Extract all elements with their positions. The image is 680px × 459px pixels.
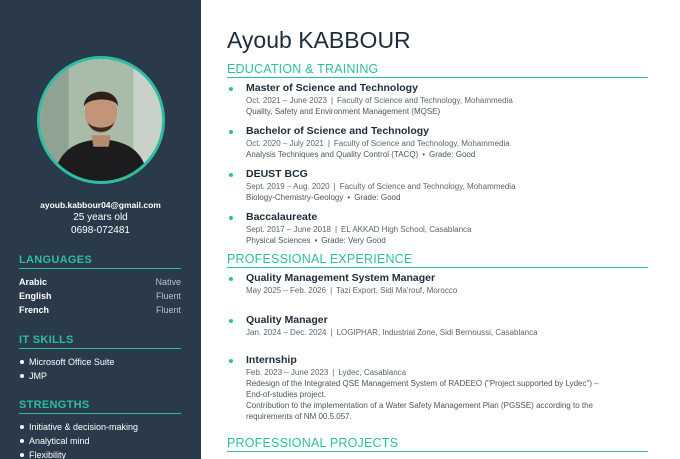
list-item	[19, 420, 181, 434]
strengths-title: STRENGTHS	[19, 399, 181, 414]
experience-title: PROFESSIONAL EXPERIENCE	[227, 252, 648, 268]
entry-description-line: Redesign of the Integrated QSE Management System of RADEEO ("Project supported by Lydec") –	[246, 379, 599, 388]
language-row	[19, 303, 181, 317]
detail-text: Quality, Safety and Environment Management (MQSE)	[246, 107, 441, 116]
entry-meta: Oct. 2020 – July 2021 | Faculty of Science and Technology, Mohammedia	[246, 139, 510, 148]
language-name: Arabic	[19, 277, 48, 287]
entry-description-line: Contribution to the implementation of a Water Safety Management Plan (PGSSE) according to the	[246, 401, 593, 410]
language-level: Fluent	[155, 291, 181, 301]
entry-title: Internship	[246, 354, 297, 366]
entry-place: LOGIPHAR, Industrial Zone, Sidi Bernoussi, Casablanca	[336, 328, 538, 337]
language-level: Fluent	[155, 305, 181, 315]
it-skills-section	[19, 334, 181, 383]
bullet-icon	[229, 130, 233, 134]
entry-meta: May 2025 – Feb. 2026 | Tazi Export, Sidi Ma'rouf, Morocco	[246, 286, 458, 295]
entry-dates: Feb. 2023 – June 2023	[246, 368, 329, 377]
list-item	[19, 434, 181, 448]
bullet-icon	[229, 359, 233, 363]
education-entry	[227, 168, 648, 203]
entry-detail: Physical Sciences • Grade: Very Good	[246, 236, 386, 245]
bullet-icon	[20, 360, 24, 364]
grade-text: Grade: Good	[429, 150, 476, 159]
person-name: Ayoub KABBOUR	[227, 27, 411, 53]
portrait-image	[40, 59, 162, 181]
entry-place: Faculty of Science and Technology, Mohammedia	[339, 182, 516, 191]
education-entry	[227, 211, 648, 246]
strength-text: Flexibility	[29, 450, 67, 459]
entry-detail	[246, 106, 648, 117]
bullet-icon	[20, 374, 24, 378]
bullet-icon	[229, 319, 233, 323]
main-content	[227, 0, 652, 459]
experience-entry	[227, 314, 648, 338]
entry-meta: Oct. 2021 – June 2023 | Faculty of Science and Technology, Mohammedia	[246, 96, 513, 105]
profile-photo	[37, 56, 165, 184]
bullet-icon	[229, 216, 233, 220]
entry-dates: Oct. 2021 – June 2023	[246, 96, 327, 105]
list-item	[19, 369, 181, 383]
entry-title: Master of Science and Technology	[246, 82, 418, 94]
bullet-icon	[20, 439, 24, 443]
education-title: EDUCATION & TRAINING	[227, 62, 648, 78]
strength-text: Initiative & decision-making	[29, 422, 139, 432]
entry-dates: Oct. 2020 – July 2021	[246, 139, 324, 148]
entry-meta: Jan. 2024 – Dec. 2024 | LOGIPHAR, Industrial Zone, Sidi Bernoussi, Casablanca	[246, 328, 538, 337]
strengths-list	[19, 420, 181, 459]
entry-dates: Sept. 2019 – Aug. 2020	[246, 182, 330, 191]
grade-text: Grade: Very Good	[321, 236, 386, 245]
entry-title: Baccalaureate	[246, 211, 318, 223]
contact-block	[0, 199, 201, 237]
entry-title: Quality Management System Manager	[246, 272, 436, 284]
entry-meta: Sept. 2019 – Aug. 2020 | Faculty of Science and Technology, Mohammedia	[246, 182, 516, 191]
bullet-icon	[229, 277, 233, 281]
entry-place: Faculty of Science and Technology, Mohammedia	[337, 96, 513, 105]
languages-title: LANGUAGES	[19, 254, 181, 269]
entry-dates: Sept. 2017 – June 2018	[246, 225, 331, 234]
entry-title: Bachelor of Science and Technology	[246, 125, 430, 137]
entry-dates: May 2025 – Feb. 2026	[246, 286, 327, 295]
education-entry	[227, 125, 648, 160]
detail-text: Biology-Chemistry-Geology	[246, 193, 344, 202]
bullet-icon	[20, 453, 24, 457]
email-text[interactable]: ayoub.kabbour04@gmail.com	[40, 200, 161, 210]
bullet-icon	[20, 425, 24, 429]
detail-text: Analysis Techniques and Quality Control (TACQ)	[246, 150, 419, 159]
strength-text: Analytical mind	[29, 436, 90, 446]
language-row	[19, 289, 181, 303]
entry-description-line: End-of-studies project.	[246, 390, 327, 399]
entry-detail: Biology-Chemistry-Geology • Grade: Good	[246, 193, 401, 202]
language-name: French	[19, 305, 50, 315]
language-name: English	[19, 291, 52, 301]
grade-text: Grade: Good	[354, 193, 401, 202]
entry-dates: Jan. 2024 – Dec. 2024	[246, 328, 327, 337]
entry-meta: Sept. 2017 – June 2018 | EL AKKAD High School, Casablanca	[246, 225, 472, 234]
skill-text: JMP	[29, 371, 47, 381]
list-item	[19, 355, 181, 369]
entry-description-line: requirements of NM 00.5.057.	[246, 412, 352, 421]
sidebar	[0, 0, 201, 459]
experience-entry	[227, 354, 648, 422]
languages-section	[19, 254, 181, 317]
education-entry	[227, 82, 648, 117]
bullet-icon	[229, 173, 233, 177]
age-text: 25 years old	[73, 212, 128, 223]
projects-title: PROFESSIONAL PROJECTS	[227, 436, 648, 452]
bullet-icon	[229, 87, 233, 91]
skill-text: Microsoft Office Suite	[29, 357, 115, 367]
list-item	[19, 448, 181, 459]
experience-entry	[227, 272, 648, 296]
it-skills-list	[19, 355, 181, 383]
entry-place: Faculty of Science and Technology, Mohammedia	[333, 139, 510, 148]
detail-text: Physical Sciences	[246, 236, 311, 245]
entry-detail: Analysis Techniques and Quality Control (TACQ) • Grade: Good	[246, 150, 476, 159]
language-row	[19, 275, 181, 289]
entry-place: Tazi Export, Sidi Ma'rouf, Morocco	[336, 286, 458, 295]
entry-title: DEUST BCG	[246, 168, 308, 180]
phone-text: 0698-072481	[71, 225, 130, 236]
entry-place: EL AKKAD High School, Casablanca	[341, 225, 472, 234]
entry-meta: Feb. 2023 – June 2023 | Lydec, Casablanca	[246, 368, 407, 377]
it-skills-title: IT SKILLS	[19, 334, 181, 349]
strengths-section	[19, 399, 181, 459]
entry-place: Lydec, Casablanca	[338, 368, 407, 377]
entry-title: Quality Manager	[246, 314, 328, 326]
language-level: Native	[155, 277, 181, 287]
